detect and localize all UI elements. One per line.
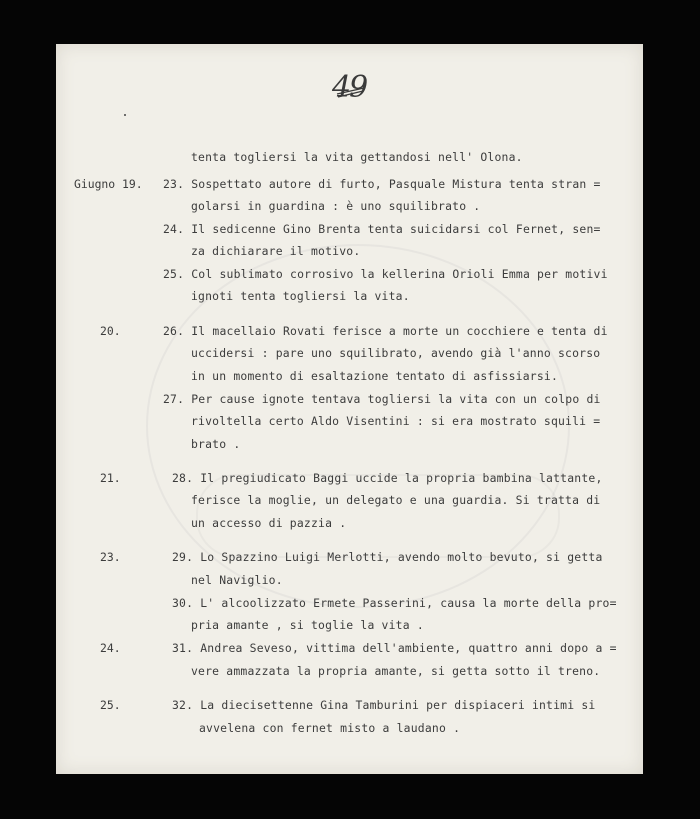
text-line: brato .	[191, 437, 241, 451]
text-line: rivoltella certo Aldo Visentini : si era mostrato squili =	[191, 414, 601, 428]
text-line: 28. Il pregiudicato Baggi uccide la propria bambina lattante,	[172, 471, 603, 485]
text-line: 29. Lo Spazzino Luigi Merlotti, avendo molto bevuto, si getta	[172, 550, 603, 564]
text-line: 31. Andrea Seveso, vittima dell'ambiente, quattro anni dopo a =	[172, 641, 617, 655]
paper-sheet	[56, 44, 643, 774]
text-line: 30. L' alcoolizzato Ermete Passerini, causa la morte della pro=	[172, 596, 617, 610]
text-line: 26. Il macellaio Rovati ferisce a morte un cocchiere e tenta di	[163, 324, 608, 338]
date-label: 23.	[100, 550, 121, 564]
text-line: tenta togliersi la vita gettandosi nell' Olona.	[191, 150, 523, 164]
page-number: 49	[332, 70, 367, 105]
text-line: golarsi in guardina : è uno squilibrato .	[191, 199, 481, 213]
text-line: za dichiarare il motivo.	[191, 244, 361, 258]
date-label: Giugno 19.	[74, 177, 143, 191]
text-line: 25. Col sublimato corrosivo la kellerina Orioli Emma per motivi	[163, 267, 608, 281]
text-line: avvelena con fernet misto a laudano .	[199, 721, 461, 735]
text-line: 24. Il sedicenne Gino Brenta tenta suicidarsi col Fernet, sen=	[163, 222, 601, 236]
text-line: 32. La diecisettenne Gina Tamburini per dispiaceri intimi si	[172, 698, 596, 712]
text-line: in un momento di esaltazione tentato di asfissiarsi.	[191, 369, 559, 383]
text-line: ignoti tenta togliersi la vita.	[191, 289, 410, 303]
ink-dot	[124, 114, 126, 116]
text-line: 23. Sospettato autore di furto, Pasquale Mistura tenta stran =	[163, 177, 601, 191]
text-line: ferisce la moglie, un delegato e una guardia. Si tratta di	[191, 493, 601, 507]
text-line: pria amante , si toglie la vita .	[191, 618, 424, 632]
text-line: 27. Per cause ignote tentava togliersi la vita con un colpo di	[163, 392, 601, 406]
text-line: un accesso di pazzia .	[191, 516, 347, 530]
text-line: nel Naviglio.	[191, 573, 283, 587]
date-label: 21.	[100, 471, 121, 485]
date-label: 24.	[100, 641, 121, 655]
date-label: 25.	[100, 698, 121, 712]
text-line: uccidersi : pare uno squilibrato, avendo già l'anno scorso	[191, 346, 601, 360]
date-label: 20.	[100, 324, 121, 338]
text-line: vere ammazzata la propria amante, si getta sotto il treno.	[191, 664, 601, 678]
